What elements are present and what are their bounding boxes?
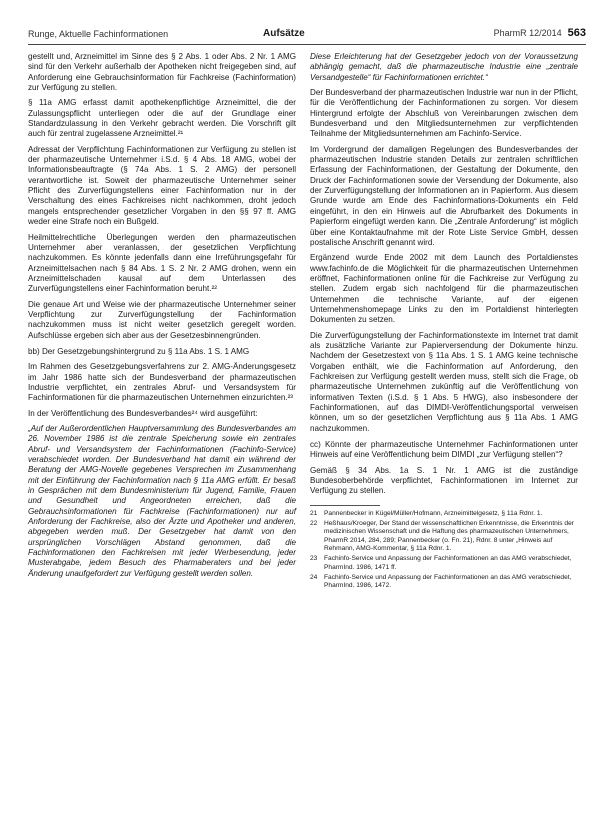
body-paragraph: Die Zurverfügungstellung der Fachinformationstexte im Internet trat damit als zusätzliche Variante zur Papierversendung der Dokumente hinzu. Nachdem der Gesetzestext von § 11a Abs. 1 S. 1 AMG keine technische Vorgaben enthält, wie die Fachinformation auf Anforderung, den Fachkreisen zur Verfügung gestellt werden muss, stellt sich die Frage, ob pharmazeutische Unternehmen zukünftig auf die Veröffentlichung von informativen Texten (i.S.d. § 1 Abs. 5 HWG), also insbesondere der Fachinformationen, auf das DIMDI-Veröffentlichungsportal verweisen können, um so der gesetzlichen Verpflichtung aus § 11a Abs. 1 AMG nachzukommen.	[310, 330, 578, 433]
journal-info	[494, 27, 586, 39]
body-paragraph: Die genaue Art und Weise wie der pharmazeutische Unternehmer seiner Verpflichtung zur Zurverfügungstellung der Fachinformation nachzukommen muss ist nicht weiter gesetzlich geregelt worden. Aufschlüsse ergeben sich aber aus der Gesetzesbinnengründen.	[28, 299, 296, 340]
body-paragraph: gestellt und, Arzneimittel im Sinne des § 2 Abs. 1 oder Abs. 2 Nr. 1 AMG sind für den Verkehr außerhalb der Apotheken nicht freigegeben sind, auf Anforderung eine Gebrauchsinformation für Fachkreise (Fachinformation) zur Verfügung zu stellen.	[28, 52, 296, 93]
footnote-text: Fachinfo-Service und Anpassung der Fachinformationen an das AMG verabschiedet, PharmInd. 1986, 1472.	[324, 573, 572, 590]
footnote	[310, 510, 578, 518]
subsection-heading: cc) Könnte der pharmazeutische Unternehmer Fachinformationen unter Hinweis auf eine Veröffentlichung beim DIMDI „zur Verfügung stellen“?	[310, 440, 578, 460]
body-paragraph: Der Bundesverband der pharmazeutischen Industrie war nun in der Pflicht, für die Veröffentlichung der Fachinformationen zu sorgen. Vor diesem Hintergrund erfolgte der Abschluß von Vereinbarungen zwischen dem Bundesverband und den Mitgliedsunternehmen zur verpflichtenden Teilnahme der Mitgliedsunternehmen am Fachinfo-Service.	[310, 88, 578, 139]
body-paragraph: Im Vordergrund der damaligen Regelungen des Bundesverbandes der pharmazeutischen Industrie standen Details zur zentralen schriftlichen Erfassung der Fachinformationen, der Gestaltung der Dokumente, den Druck der Fachinformationen sowie der Versendung der Dokumente, also der Zurverfügungstellung der Informationen an in Papierform. Aus diesem Grunde wurde am Ende des Fachinformations-Dokuments ein Feld eingeführt, in den ein Hinweis auf die Abrufbarkeit des Dokuments in Papierform eingefügt werden kann. Die „Zentrale Anforderung“ ist möglich über eine Kontaktaufnahme mit der Rote Liste Service GmbH, dessen postalische Anschrift genannt wird.	[310, 144, 578, 247]
footnote-number: 24	[310, 573, 318, 581]
body-paragraph: Heilmittelrechtliche Überlegungen werden den pharmazeutischen Unternehmer aber veranlassen, der gesetzlichen Verpflichtung nachzukommen. Es könnte jedenfalls dann eine Irreführungsgefahr für Arzneimittelsachen nach § 84 Abs. 1 S. 2 Nr. 2 AMG drohen, wenn ein Arzneimittelschaden kausal auf dem Unterlassen des Zurverfügungstellens einer Fachinformation beruht.²²	[28, 232, 296, 294]
page-header	[28, 25, 586, 45]
body-paragraph: In der Veröffentlichung des Bundesverbandes²⁴ wird ausgeführt:	[28, 408, 258, 418]
running-head-authors: Runge, Aktuelle Fachinformationen	[28, 29, 169, 39]
header-rule	[28, 44, 586, 45]
footnote	[310, 555, 578, 572]
body-paragraph: Ergänzend wurde Ende 2002 mit dem Launch des Portaldienstes www.fachinfo.de die Möglichkeit für die pharmazeutischen Unternehmen eröffnet, Fachinformationen online für die Fachkreise zur Verfügung zu stellen. Zudem ergab sich nachfolgend für die pharmazeutischen Unternehmen die technische Variante, auf der eigenen Unternehmenshomepage Links zu den im Portaldienst hinterlegten Dokumenten zu setzen.	[310, 253, 578, 325]
page-number: 563	[567, 27, 586, 39]
quoted-paragraph: „Auf der Außerordentlichen Hauptversammlung des Bundesverbandes am 26. November 1986 ist die zentrale Speicherung sowie ein zentrales Abruf- und Versandsystem der Fachinformationen (Fachinfo-Service) verabschiedet worden. Der Bundesverband hat damit ein während der Beratung der AMG-Novelle gegebenes Versprechen im Zusammenhang mit der Einführung der Fachinformation nach § 11a AMG erfüllt. Er besaß in Gesprächen mit dem Bundesministerium für Jugend, Familie, Frauen und Gesundheit und Angeordneten erreichen, daß die Gebrauchsinformationen für Fachkreise (Fachinformationen) nur auf Anforderung der Fachkreise, also der Ärzte und Apotheker und anderen, abgegeben werden muß. Der Gesetzgeber hat damit von den ursprünglichen Vorschlägen Abstand genommen, daß die Fachinformationen den Fachkreisen mit jeder Werbesendung, jeder Musterabgabe, jedem Besuch des Pharmaberaters und bei jeder Änderung unaufgefordert zur Verfügung gestellt werden sollen.	[28, 424, 296, 578]
footnote-number: 22	[310, 520, 318, 528]
left-column	[28, 52, 296, 584]
section-title: Aufsätze	[263, 28, 305, 39]
subsection-heading: bb) Der Gesetzgebungshintergrund zu § 11a Abs. 1 S. 1 AMG	[28, 346, 250, 356]
body-paragraph: Im Rahmen des Gesetzgebungsverfahrens zur 2. AMG-Änderungsgesetz im Jahr 1986 hatte sich der Bundesverband der pharmazeutischen Industrie verpflichtet, ein zentrales Abruf- und Versandsystem für Fachinformationen für die pharmazeutischen Unternehmen einzurichten.²³	[28, 362, 296, 403]
footnote-number: 21	[310, 509, 318, 517]
footnote	[310, 574, 578, 591]
footnote-text: Pannenbecker in Kügel/Müller/Hofmann, Arzneimittelgesetz, § 11a Rdnr. 1.	[324, 509, 543, 517]
footnote-rule	[310, 505, 380, 506]
body-paragraph: Gemäß § 34 Abs. 1a S. 1 Nr. 1 AMG ist die zuständige Bundesoberbehörde verpflichtet, Fachinformationen im Internet zur Verfügung zu stellen.	[310, 465, 578, 496]
quoted-paragraph: Diese Erleichterung hat der Gesetzgeber jedoch von der Voraussetzung abhängig gemacht, daß die pharmazeutische Industrie eine „zentrale Versandgestelle“ für Fachinformationen errichtet.“	[310, 52, 578, 82]
footnote-text: Heßhaus/Kroeger, Der Stand der wissenschaftlichen Erkenntnisse, die Erkenntnis der medizinischen Wissenschaft und die Haftung des pharmazeutischen Unternehmers, PharmR 2014, 284, 289; Pannenbecker (o. Fn. 21), Rdnr. 8 unter „Hinweis auf Rehmann, AMG-Kommentar, § 11a Rdnr. 1.	[324, 520, 574, 552]
footnote-text: Fachinfo-Service und Anpassung der Fachinformationen an das AMG verabschiedet, PharmInd. 1986, 1471 ff.	[324, 555, 572, 571]
footnote-number: 23	[310, 555, 318, 563]
body-paragraph: Adressat der Verpflichtung Fachinformationen zur Verfügung zu stellen ist der pharmazeutische Unternehmer i.S.d. § 4 Abs. 18 AMG, wobei der Informationsbeauftragte (§ 74a Abs. 1 S. 2 AMG) der personell verantwortliche ist. Soweit der pharmazeutische Unternehmer seiner Pflicht des Zurverfügungstellens einer Fachinformation nur in der Verschaltung des eines Fachkreises nicht nachkommen, droht jedoch mangels entsprechender gesetzlicher Vorgaben in den §§ 97 ff. AMG weder eine Strafe noch ein Bußgeld.	[28, 144, 296, 227]
journal-issue: PharmR 12/2014	[493, 28, 562, 38]
right-column	[310, 52, 578, 592]
footnote	[310, 520, 578, 553]
body-paragraph: § 11a AMG erfasst damit apothekenpflichtige Arzneimittel, die der Zulassungspflicht unterliegen oder die auf der Grundlage einer Standardzulassung in den Verkehr gebracht werden. Die Vorschrift gilt auch für zentral zugelassene Arzneimittel.²¹	[28, 98, 296, 139]
